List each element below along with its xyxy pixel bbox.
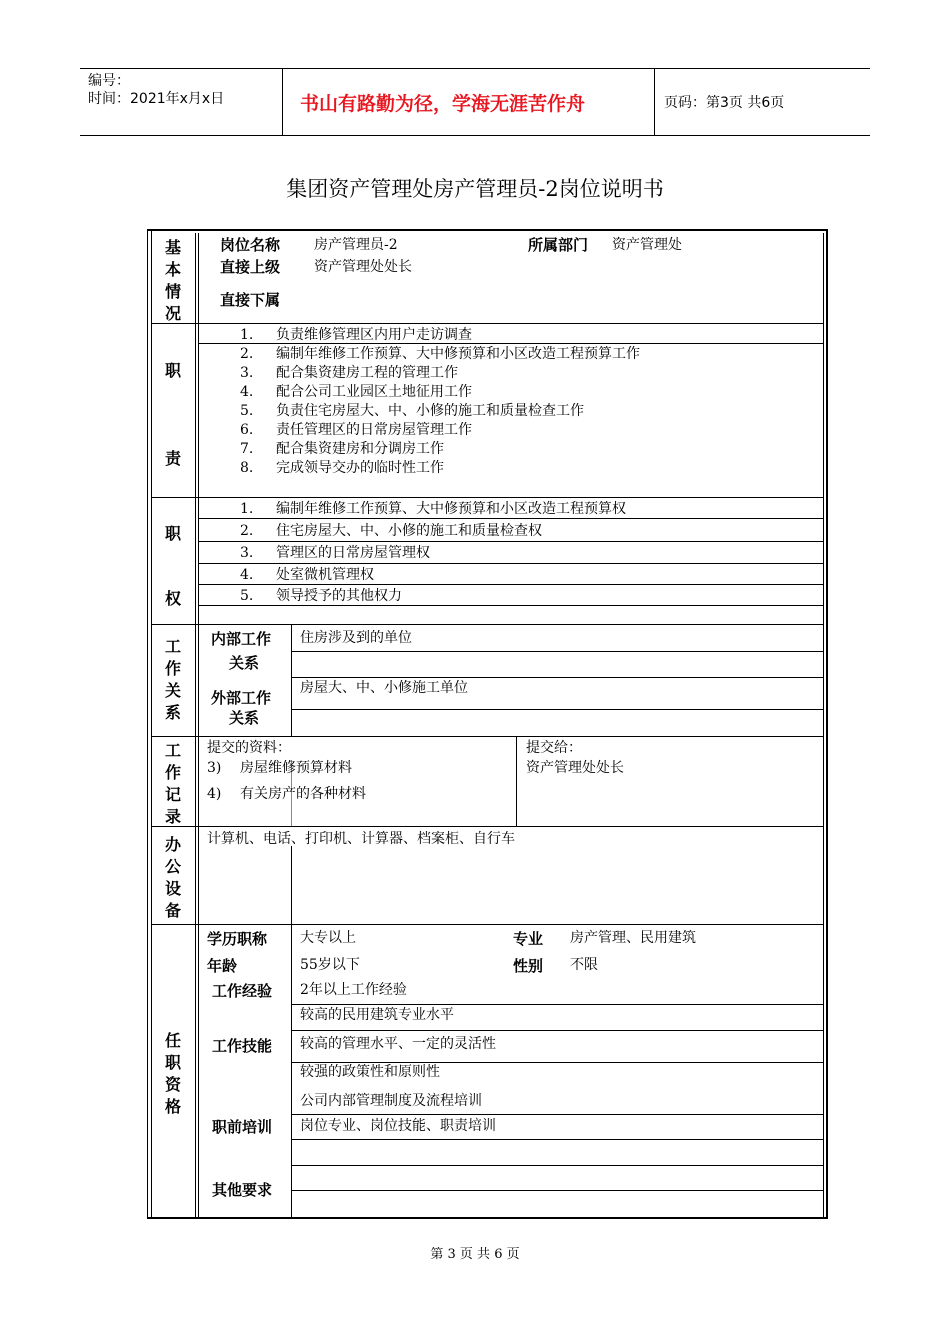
motto: 书山有路勤为径，学海无涯苦作舟: [300, 93, 586, 115]
training-item: 岗位专业、岗位技能、职责培训: [300, 1118, 496, 1134]
column-divider: [516, 736, 517, 826]
section-label-basic: 基 本 情 况: [164, 238, 181, 323]
list-item-number: 2.: [240, 523, 254, 539]
experience-label: 工作经验: [212, 982, 273, 1000]
submit-to-label: 提交给：: [526, 740, 582, 756]
list-item-number: 8.: [240, 460, 254, 476]
list-item-number: 1.: [240, 327, 254, 343]
row-rule: [199, 563, 823, 564]
list-item-number: 5.: [240, 588, 254, 604]
list-item: 处室微机管理权: [276, 567, 374, 583]
list-item: 负责维修管理区内用户走访调查: [276, 327, 472, 343]
row-rule: [291, 1004, 823, 1005]
internal-relation-value: 住房涉及到的单位: [300, 630, 412, 646]
list-item: 有关房产的各种材料: [240, 786, 366, 802]
column-divider: [291, 924, 292, 1217]
list-item-number: 3.: [240, 365, 254, 381]
training-label: 职前培训: [212, 1118, 273, 1136]
list-item: 配合集资建房和分调房工作: [276, 441, 444, 457]
skills-label: 工作技能: [212, 1037, 273, 1055]
major-value: 房产管理、民用建筑: [570, 930, 696, 946]
list-item: 房屋维修预算材料: [240, 760, 352, 776]
row-rule: [291, 1114, 823, 1115]
row-rule: [199, 541, 823, 542]
row-rule: [291, 1190, 823, 1191]
list-item: 管理区的日常房屋管理权: [276, 545, 430, 561]
list-item-number: 1.: [240, 501, 254, 517]
column-divider: [198, 233, 199, 1217]
header-divider: [282, 68, 283, 136]
position-label: 岗位名称: [220, 236, 281, 254]
list-item-number: 4.: [240, 567, 254, 583]
list-item-number: 2.: [240, 346, 254, 362]
section-divider: [151, 924, 823, 925]
list-item: 住宅房屋大、中、小修的施工和质量检查权: [276, 523, 542, 539]
superior-label: 直接上级: [220, 258, 281, 276]
experience-value: 2年以上工作经验: [300, 982, 407, 998]
training-item: 公司内部管理制度及流程培训: [300, 1093, 482, 1109]
equipment-value: 计算机、电话、打印机、计算器、档案柜、自行车: [207, 831, 515, 847]
section-label-duties-bottom: 责: [164, 449, 181, 468]
column-divider: [195, 233, 196, 1217]
age-value: 55岁以下: [300, 957, 360, 973]
gender-value: 不限: [570, 957, 598, 973]
table-border: [147, 229, 148, 1219]
section-label-equipment: 办 公 设 备: [164, 835, 181, 920]
major-label: 专业: [513, 930, 544, 948]
list-item-number: 4): [207, 786, 222, 802]
list-item-number: 5.: [240, 403, 254, 419]
row-rule: [199, 584, 823, 585]
list-item-number: 7.: [240, 441, 254, 457]
section-label-qualification: 任 职 资 格: [164, 1031, 181, 1116]
list-item: 负责住宅房屋大、中、小修的施工和质量检查工作: [276, 403, 584, 419]
submit-to-value: 资产管理处处长: [526, 760, 624, 776]
list-item-number: 3): [207, 760, 222, 776]
list-item: 领导授予的其他权力: [276, 588, 402, 604]
code-label: 编号：: [88, 73, 130, 89]
table-border: [826, 229, 828, 1219]
list-item-number: 4.: [240, 384, 254, 400]
list-item: 责任管理区的日常房屋管理工作: [276, 422, 472, 438]
table-border: [151, 229, 152, 1219]
row-rule: [291, 1165, 823, 1166]
section-label-duties-top: 职: [164, 361, 181, 380]
age-label: 年龄: [207, 957, 238, 975]
row-rule: [291, 709, 823, 710]
superior-value: 资产管理处处长: [314, 259, 412, 275]
list-item-number: 3.: [240, 545, 254, 561]
list-item: 配合公司工业园区土地征用工作: [276, 384, 472, 400]
table-border: [147, 229, 828, 231]
column-divider: [291, 624, 292, 736]
header-divider: [654, 68, 655, 136]
section-divider: [151, 497, 823, 498]
section-divider: [151, 736, 823, 737]
dept-label: 所属部门: [528, 236, 589, 254]
external-relation-label: 外部工作: [211, 689, 272, 707]
row-rule: [291, 677, 823, 678]
row-rule: [199, 605, 823, 606]
column-divider: [291, 846, 292, 924]
skill-item: 较高的民用建筑专业水平: [300, 1007, 454, 1023]
internal-relation-label: 关系: [229, 654, 260, 672]
section-divider: [151, 624, 823, 625]
section-label-relations: 工 作 关 系: [164, 637, 181, 722]
list-item: 完成领导交办的临时性工作: [276, 460, 444, 476]
row-rule: [291, 651, 823, 652]
header-bottom-rule: [80, 135, 870, 136]
position-value: 房产管理员-2: [314, 237, 398, 253]
page-footer: 第 3 页 共 6 页: [430, 1247, 520, 1262]
header-top-rule: [80, 68, 870, 69]
section-divider: [151, 323, 823, 324]
external-relation-label: 关系: [229, 709, 260, 727]
table-border: [823, 233, 824, 1217]
list-item-number: 6.: [240, 422, 254, 438]
row-rule: [199, 518, 823, 519]
education-value: 大专以上: [300, 930, 356, 946]
row-rule: [291, 1139, 823, 1140]
dept-value: 资产管理处: [612, 237, 682, 253]
list-item: 配合集资建房工程的管理工作: [276, 365, 458, 381]
internal-relation-label: 内部工作: [211, 630, 272, 648]
subordinate-label: 直接下属: [220, 291, 281, 309]
other-requirements-label: 其他要求: [212, 1181, 273, 1199]
gender-label: 性别: [513, 957, 544, 975]
section-label-authority-top: 职: [164, 524, 181, 543]
skill-item: 较高的管理水平、一定的灵活性: [300, 1036, 496, 1052]
external-relation-value: 房屋大、中、小修施工单位: [300, 680, 468, 696]
document-title: 集团资产管理处房产管理员-2岗位说明书: [286, 177, 664, 201]
list-item: 编制年维修工作预算、大中修预算和小区改造工程预算工作: [276, 346, 640, 362]
table-border: [147, 1217, 828, 1219]
list-item: 编制年维修工作预算、大中修预算和小区改造工程预算权: [276, 501, 626, 517]
skill-item: 较强的政策性和原则性: [300, 1064, 440, 1080]
section-label-records: 工 作 记 录: [164, 741, 181, 826]
education-label: 学历职称: [207, 930, 268, 948]
time-label: 时间：2021年x月x日: [88, 91, 225, 107]
section-label-authority-bottom: 权: [164, 589, 181, 608]
page-info: 页码：第3页 共6页: [664, 95, 785, 111]
section-divider: [151, 826, 823, 827]
row-rule: [291, 1030, 823, 1031]
submit-label: 提交的资料：: [207, 740, 291, 756]
